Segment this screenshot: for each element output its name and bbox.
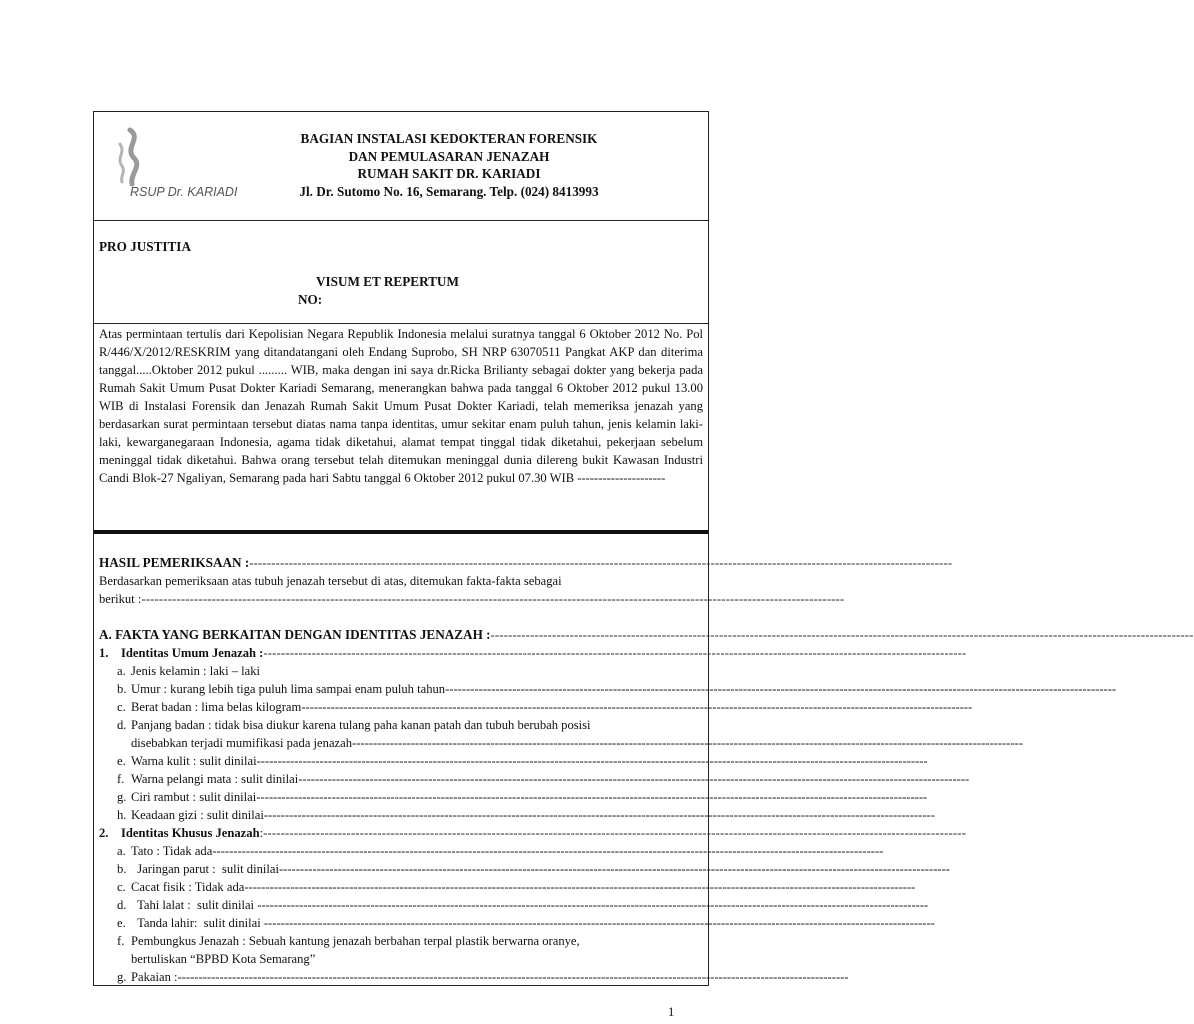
dash-filler: ---------------------------------------------------------------------------------------------------------------------------------------------------------------- xyxy=(263,916,935,930)
document-frame xyxy=(93,111,1194,986)
item-label: f. xyxy=(117,772,125,786)
dash-filler: ---------------------------------------------------------------------------------------------------------------------------------------------------------------- xyxy=(263,808,935,822)
list-item: Warna kulit : sulit dinilai xyxy=(131,754,257,768)
list-item: Jenis kelamin : laki – laki xyxy=(131,664,261,678)
item-label: g. xyxy=(117,790,127,804)
dash-filler: ---------------------------------------------------------------------------------------------------------------------------------------------------------------- xyxy=(249,556,953,570)
item-label: a. xyxy=(117,664,126,678)
list-item: Jaringan parut : sulit dinilai xyxy=(131,862,279,876)
list-item: Berat badan : lima belas kilogram xyxy=(131,700,302,714)
pro-justitia: PRO JUSTITIA xyxy=(99,239,191,254)
list-item: Ciri rambut : sulit dinilai xyxy=(131,790,257,804)
list-item: Warna pelangi mata : sulit dinilai xyxy=(131,772,299,786)
dash-filler: ---------------------------------------------------------------------------------------------------------------------------------------------------------------- xyxy=(257,898,929,912)
item-label: e. xyxy=(117,754,126,768)
dash-filler: ---------------------------------------------------------------------------------------------------------------------------------------------------------------- xyxy=(490,628,1194,642)
list-item: Panjang badan : tidak bisa diukur karena tulang paha kanan patah dan tubuh berubah posisi xyxy=(131,718,591,732)
dash-filler: ---------------------------------------------------------------------------------------------------------------------------------------------------------------- xyxy=(263,646,967,660)
list-item-cont: bertuliskan “BPBD Kota Semarang” xyxy=(131,952,316,966)
document-number: NO: xyxy=(298,292,323,307)
examination-body: HASIL PEMERIKSAAN : ---------------------------------------------------------------------------------------------------------------------------------------------------------------- Berdasarkan pemeriksaan atas tubuh jenazah tersebut di atas, ditemukan fakta-fakta sebagai berikut : ---------------------------------------------------------------------------------------------------------------------------------------------------------------- A. FAKTA YANG BERKAITAN DENGAN IDENTITAS JENAZAH : ---------------------------------------------------------------------------------------------------------------------------------------------------------------- 1. Identitas Umum Jenazah : ---------------------------------------------------------------------------------------------------------------------------------------------------------------- a. Jenis kelamin : laki – laki b. Umur : kurang lebih tiga puluh lima sampai enam puluh tahun ---------------------------------------------------------------------------------------------------------------------------------------------------------------- c. Berat badan : lima belas kilogram ---------------------------------------------------------------------------------------------------------------------------------------------------------------- d. Panjang badan : tidak bisa diukur karena tulang paha kanan patah dan tubuh berubah posisi disebabkan terjadi mumifikasi pada jenazah ---------------------------------------------------------------------------------------------------------------------------------------------------------------- e. Warna kulit : sulit dinilai ---------------------------------------------------------------------------------------------------------------------------------------------------------------- f. Warna pelangi mata : sulit dinilai ---------------------------------------------------------------------------------------------------------------------------------------------------------------- g. Ciri rambut : sulit dinilai ---------------------------------------------------------------------------------------------------------------------------------------------------------------- h. Keadaan gizi : sulit dinilai ---------------------------------------------------------------------------------------------------------------------------------------------------------------- 2. Identitas Khusus Jenazah : ---------------------------------------------------------------------------------------------------------------------------------------------------------------- a. Tato : Tidak ada ---------------------------------------------------------------------------------------------------------------------------------------------------------------- b. Jaringan parut : sulit dinilai ---------------------------------------------------------------------------------------------------------------------------------------------------------------- c. Cacat fisik : Tidak ada ---------------------------------------------------------------------------------------------------------------------------------------------------------------- d. Tahi lalat : sulit dinilai ---------------------------------------------------------------------------------------------------------------------------------------------------------------- e. Tanda lahir: sulit dinilai ---------------------------------------------------------------------------------------------------------------------------------------------------------------- f. Pembungkus Jenazah : Sebuah kantung jenazah berbahan terpal plastik berwarna oranye, bertuliskan “BPBD Kota Semarang” g. Pakaian : ---------------------------------------------------------------------------------------------------------------------------------------------------------------- xyxy=(99,555,1194,984)
item-label: f. xyxy=(117,934,125,948)
khusus-label: 2. xyxy=(99,826,109,840)
list-item: Tahi lalat : sulit dinilai xyxy=(131,898,258,912)
dash-filler: ---------------------------------------------------------------------------------------------------------------------------------------------------------------- xyxy=(445,682,1117,696)
item-label: a. xyxy=(117,844,126,858)
umum-title: Identitas Umum Jenazah : xyxy=(121,646,264,660)
item-label: b. xyxy=(117,862,127,876)
list-item: Pakaian : xyxy=(131,970,178,984)
letterhead-line: DAN PEMULASARAN JENAZAH xyxy=(348,148,550,164)
logo-flame-icon xyxy=(108,126,168,188)
dash-filler: ---------------------------------------------------------------------------------------------------------------------------------------------------------------- xyxy=(301,700,973,714)
dash-filler: ---------------------------------------------------------------------------------------------------------------------------------------------------------------- xyxy=(141,592,845,606)
dash-filler: ---------------------------------------------------------------------------------------------------------------------------------------------------------------- xyxy=(212,844,884,858)
list-item: Pembungkus Jenazah : Sebuah kantung jenazah berbahan terpal plastik berwarna oranye, xyxy=(131,934,580,948)
dash-filler: ---------------------------------------------------------------------------------------------------------------------------------------------------------------- xyxy=(352,736,1024,750)
item-label: h. xyxy=(117,808,127,822)
dash-filler: ---------------------------------------------------------------------------------------------------------------------------------------------------------------- xyxy=(256,790,928,804)
hasil-text-2: berikut : xyxy=(99,592,142,606)
section-a-heading: A. FAKTA YANG BERKAITAN DENGAN IDENTITAS JENAZAH : xyxy=(99,627,491,642)
intro-paragraph: Atas permintaan tertulis dari Kepolisian Negara Republik Indonesia melalui suratnya tanggal 6 Oktober 2012 No. Pol R/446/X/2012/RESKRIM yang ditandatangani oleh Endang Suprobo, SH NRP 63070511 Pangkat AKP dan diterima tanggal.....Oktober 2012 pukul ......... WIB, maka dengan ini saya dr.Ricka Brilianty sebagai dokter yang bekerja pada Rumah Sakit Umum Pusat Dokter Kariadi Semarang, menerangkan bahwa pada tanggal 6 Oktober 2012 pukul 13.00 WIB di Instalasi Forensik dan Jenazah Rumah Sakit Umum Pusat Dokter Kariadi, telah memeriksa jenazah yang berdasarkan surat permintaan tersebut diatas nama tanpa identitas, umur sekitar enam puluh tahun, jenis kelamin laki-laki, kewarganegaraan Indonesia, agama tidak diketahui, alamat tempat tinggal tidak diketahui, pekerjaan sebelum meninggal tidak diketahui. Bahwa orang tersebut telah ditemukan meninggal dunia dilereng bukit Kawasan Industri Candi Blok-27 Ngaliyan, Semarang pada hari Sabtu tanggal 6 Oktober 2012 pukul 07.30 WIB --------------------- xyxy=(99,327,703,485)
list-item: Tanda lahir: sulit dinilai xyxy=(131,916,264,930)
dash-filler: ---------------------------------------------------------------------------------------------------------------------------------------------------------------- xyxy=(244,880,916,894)
item-label: d. xyxy=(117,718,127,732)
item-label: c. xyxy=(117,700,126,714)
dash-filler: ---------------------------------------------------------------------------------------------------------------------------------------------------------------- xyxy=(298,772,970,786)
dash-filler: ---------------------------------------------------------------------------------------------------------------------------------------------------------------- xyxy=(256,754,928,768)
logo-text: RSUP Dr. KARIADI xyxy=(130,185,238,199)
title-section xyxy=(94,220,708,324)
item-label: d. xyxy=(117,898,127,912)
dash-filler: ---------------------------------------------------------------------------------------------------------------------------------------------------------------- xyxy=(278,862,950,876)
item-label: g. xyxy=(117,970,127,984)
hasil-heading: HASIL PEMERIKSAAN : xyxy=(99,555,250,570)
page-number: 1 xyxy=(668,1005,675,1019)
item-label: e. xyxy=(117,916,126,930)
letterhead-lines xyxy=(254,130,644,200)
item-label: b. xyxy=(117,682,127,696)
list-item: Cacat fisik : Tidak ada xyxy=(131,880,245,894)
letterhead-address: Jl. Dr. Sutomo No. 16, Semarang. Telp. (024) 8413993 xyxy=(299,183,599,199)
hospital-logo xyxy=(108,126,248,206)
letterhead xyxy=(94,112,708,221)
khusus-title: Identitas Khusus Jenazah xyxy=(121,826,260,840)
dash-filler: ---------------------------------------------------------------------------------------------------------------------------------------------------------------- xyxy=(177,970,849,984)
section-divider xyxy=(94,530,708,534)
list-item: Keadaan gizi : sulit dinilai xyxy=(131,808,264,822)
letterhead-line: BAGIAN INSTALASI KEDOKTERAN FORENSIK xyxy=(300,131,598,146)
list-item-cont: disebabkan terjadi mumifikasi pada jenazah xyxy=(131,736,353,750)
umum-label: 1. xyxy=(99,646,109,660)
hasil-text: Berdasarkan pemeriksaan atas tubuh jenazah tersebut di atas, ditemukan fakta-fakta sebagai xyxy=(99,574,562,588)
list-item: Umur : kurang lebih tiga puluh lima sampai enam puluh tahun xyxy=(131,682,446,696)
list-item: Tato : Tidak ada xyxy=(131,844,213,858)
letterhead-line: RUMAH SAKIT DR. KARIADI xyxy=(357,166,541,181)
document-title: VISUM ET REPERTUM xyxy=(316,274,459,289)
item-label: c. xyxy=(117,880,126,894)
dash-filler: ---------------------------------------------------------------------------------------------------------------------------------------------------------------- xyxy=(263,826,967,840)
